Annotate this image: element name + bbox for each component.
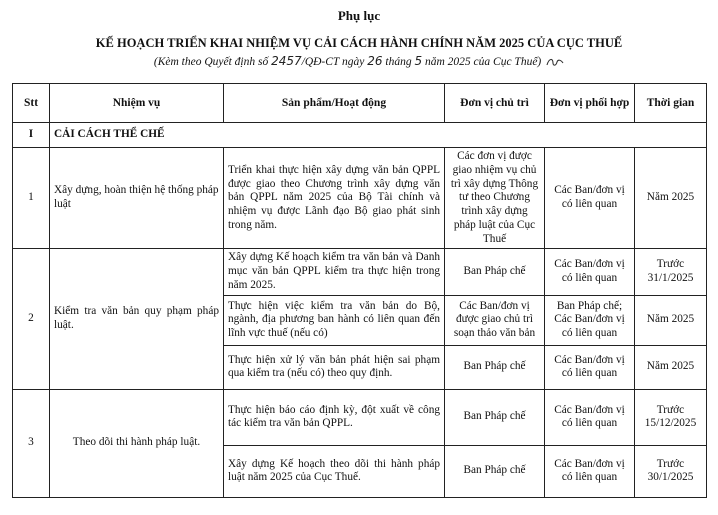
table-row	[13, 148, 707, 249]
row-product: Xây dựng Kế hoạch kiểm tra văn bản và Danh mục văn bản QPPL kiểm tra thực hiện trong năm 2025.	[224, 249, 445, 295]
header-task: Nhiệm vụ	[50, 84, 224, 123]
initials-signature	[546, 55, 564, 68]
row-task: Theo dõi thi hành pháp luật.	[50, 389, 224, 497]
document-subtitle	[0, 54, 718, 68]
row-stt: 2	[13, 249, 50, 389]
header-coordinate: Đơn vị phối hợp	[545, 84, 635, 123]
row-time: Năm 2025	[635, 148, 707, 249]
row-time: Năm 2025	[635, 345, 707, 389]
row-coordinate: Các Ban/đơn vị có liên quan	[545, 389, 635, 445]
section-title: CẢI CÁCH THỂ CHẾ	[50, 123, 707, 148]
row-coordinate: Các Ban/đơn vị có liên quan	[545, 445, 635, 497]
section-row	[13, 123, 707, 148]
row-product: Thực hiện việc kiểm tra văn bản do Bộ, ngành, địa phương ban hành có liên quan đến lĩnh vực thuế (nếu có)	[224, 295, 445, 345]
table-row	[13, 389, 707, 445]
row-coordinate: Các Ban/đơn vị có liên quan	[545, 249, 635, 295]
plan-table	[12, 83, 707, 498]
row-time: Năm 2025	[635, 295, 707, 345]
appendix-label: Phụ lục	[337, 8, 381, 23]
header-product: Sản phẩm/Hoạt động	[224, 84, 445, 123]
decision-month: 5	[414, 54, 423, 68]
subtitle-suffix: năm 2025 của Cục Thuế)	[424, 56, 542, 68]
row-lead: Các đơn vị được giao nhiệm vụ chủ trì xây dựng Thông tư theo Chương trình xây dựng pháp luật của Cục Thuế	[445, 148, 545, 249]
row-time: Trước 15/12/2025	[635, 389, 707, 445]
row-coordinate: Các Ban/đơn vị có liên quan	[545, 148, 635, 249]
row-stt: 1	[13, 148, 50, 249]
row-task: Xây dựng, hoàn thiện hệ thống pháp luật	[50, 148, 224, 249]
row-lead: Ban Pháp chế	[445, 249, 545, 295]
row-lead: Ban Pháp chế	[445, 445, 545, 497]
header-stt: Stt	[13, 84, 50, 123]
header-time: Thời gian	[635, 84, 707, 123]
row-coordinate: Các Ban/đơn vị có liên quan	[545, 345, 635, 389]
row-product: Thực hiện xử lý văn bản phát hiện sai phạm qua kiểm tra (nếu có) theo quy định.	[224, 345, 445, 389]
row-coordinate: Ban Pháp chế; Các Ban/đơn vị có liên quan	[545, 295, 635, 345]
subtitle-mid2: tháng	[385, 56, 412, 68]
row-lead: Các Ban/đơn vị được giao chủ trì soạn thảo văn bản	[445, 295, 545, 345]
row-lead: Ban Pháp chế	[445, 389, 545, 445]
document-title: KẾ HOẠCH TRIỂN KHAI NHIỆM VỤ CẢI CÁCH HÀNH CHÍNH NĂM 2025 CỦA CỤC THUẾ	[95, 36, 623, 50]
header-lead: Đơn vị chủ trì	[445, 84, 545, 123]
decision-number: 2457	[271, 54, 302, 68]
section-number: I	[13, 123, 50, 148]
row-time: Trước 31/1/2025	[635, 249, 707, 295]
row-time: Trước 30/1/2025	[635, 445, 707, 497]
decision-day: 26	[367, 54, 383, 68]
table-row	[13, 249, 707, 295]
row-task: Kiểm tra văn bản quy phạm pháp luật.	[50, 249, 224, 389]
row-product: Thực hiện báo cáo định kỳ, đột xuất về công tác kiểm tra văn bản QPPL.	[224, 389, 445, 445]
subtitle-prefix: (Kèm theo Quyết định số	[153, 56, 269, 68]
subtitle-mid1: /QĐ-CT ngày	[301, 56, 365, 68]
row-lead: Ban Pháp chế	[445, 345, 545, 389]
row-stt: 3	[13, 389, 50, 497]
table-header-row	[13, 84, 707, 123]
row-product: Xây dựng Kế hoạch theo dõi thi hành pháp luật năm 2025 của Cục Thuế.	[224, 445, 445, 497]
row-product: Triển khai thực hiện xây dựng văn bản QPPL được giao theo Chương trình xây dựng văn bản QPPL năm 2025 của Bộ Tài chính và nhiệm vụ được Lãnh đạo Bộ giao phát sinh trong năm.	[224, 148, 445, 249]
